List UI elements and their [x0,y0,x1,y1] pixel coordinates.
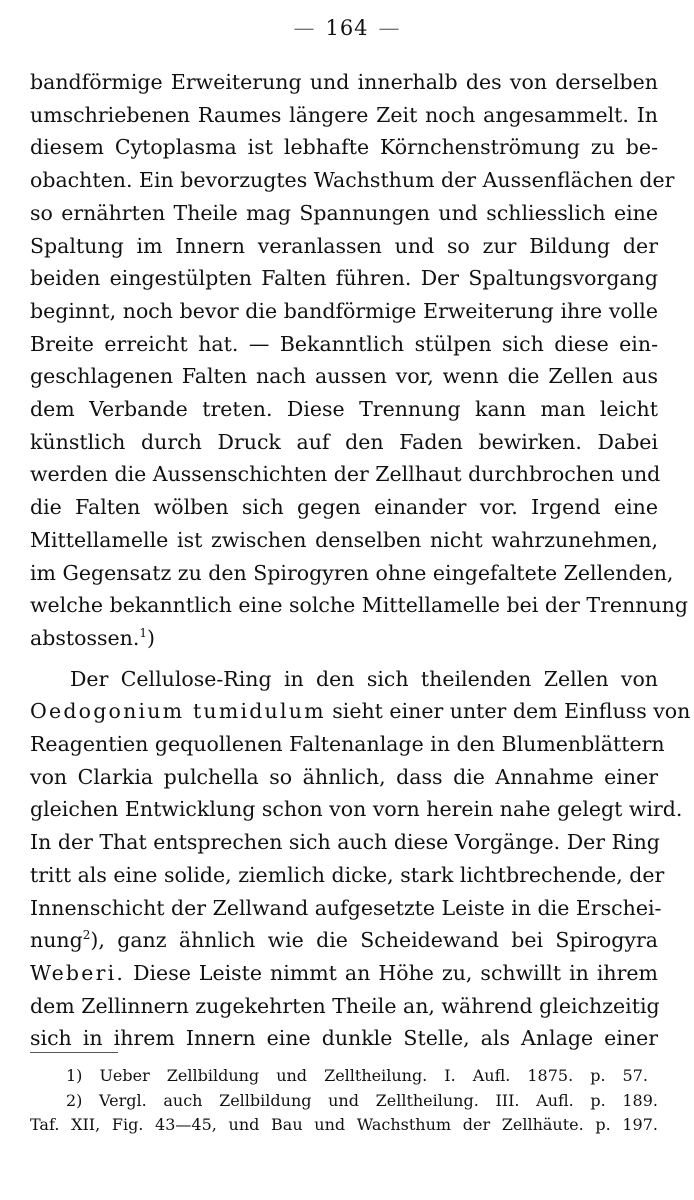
text-fragment: abstossen. [30,625,140,650]
text-line [30,695,691,728]
text-line: obachten. Ein bevorzugtes Wachsthum der Aussenflächen der [30,168,675,193]
text-line: welche bekanntlich eine solche Mittellamelle bei der Trennung [30,593,688,618]
text-line: sich in ihrem Innern eine dunkle Stelle, als Anlage einer [30,1026,658,1051]
text-line: beginnt, noch bevor die bandförmige Erweiterung ihre volle [30,298,658,323]
text-line: Mittellamelle ist zwischen denselben nicht wahrzunehmen, [30,527,658,552]
text-line: dem Verbande treten. Diese Trennung kann man leicht [30,397,658,422]
text-line: bandförmige Erweiterung und innerhalb des von derselben [30,70,658,94]
species-name-spaced: Weberi. [30,960,126,985]
footnote-divider [30,1052,118,1053]
footnote-2-continuation: Taf. XII, Fig. 43—45, und Bau und Wachsthum der Zellhäute. p. 197. [30,1115,658,1134]
text-line: werden die Aussenschichten der Zellhaut durchbrochen und [30,462,661,487]
page-number: 164 [325,16,369,40]
page-header [0,16,694,40]
text-line-final [30,622,658,655]
text-line: dem Zellinnern zugekehrten Theile an, während gleichzeitig [30,993,660,1018]
text-fragment: ), ganz ähnlich wie die Scheidewand bei Spirogyra [90,928,658,953]
text-fragment: Diese Leiste nimmt an Höhe zu, schwillt in ihrem [125,960,658,985]
text-line: umschriebenen Raumes längere Zeit noch angesammelt. In [30,102,658,127]
text-line: tritt als eine solide, ziemlich dicke, stark lichtbrechende, der [30,862,665,887]
text-line: In der That entsprechen sich auch diese Vorgänge. Der Ring [30,830,660,855]
text-line: Breite erreicht hat. — Bekanntlich stülpen sich diese ein- [30,331,658,356]
footnotes [30,1064,658,1138]
footnote-ref-1: 1 [139,625,147,640]
text-line-first: Der Cellulose-Ring in den sich theilenden Zellen von [70,666,658,691]
footnote-1: 1) Ueber Zellbildung und Zelltheilung. I. Aufl. 1875. p. 57. [66,1066,648,1085]
body-text [30,66,691,1055]
text-line: Reagentien gequollenen Faltenanlage in den Blumenblättern [30,732,665,757]
text-line [30,924,658,957]
footnote-ref-2: 2 [82,928,91,943]
text-line: so ernährten Theile mag Spannungen und schliesslich eine [30,200,658,225]
text-line: Spaltung im Innern veranlassen und so zur Bildung der [30,233,658,258]
paragraph-1 [30,66,688,655]
paragraph-2 [30,663,691,1055]
text-line: gleichen Entwicklung schon von vorn herein nahe gelegt wird. [30,797,683,822]
text-line: von Clarkia pulchella so ähnlich, dass die Annahme einer [30,764,658,789]
header-dash-right: — [378,16,401,40]
text-line: geschlagenen Falten nach aussen vor, wenn die Zellen aus [30,364,658,389]
text-line [30,957,658,990]
text-line: Innenschicht der Zellwand aufgesetzte Leiste in die Erschei- [30,895,662,920]
footnote-2: 2) Vergl. auch Zellbildung und Zelltheilung. III. Aufl. p. 189. [66,1090,658,1110]
text-line: künstlich durch Druck auf den Faden bewirken. Dabei [30,429,658,454]
text-line: diesem Cytoplasma ist lebhafte Körnchenströmung zu be- [30,135,658,160]
text-line: beiden eingestülpten Falten führen. Der Spaltungsvorgang [30,266,658,291]
text-line: im Gegensatz zu den Spirogyren ohne eingefaltete Zellenden, [30,560,674,585]
text-line: die Falten wölben sich gegen einander vor. Irgend eine [30,495,658,520]
header-dash-left: — [293,16,316,40]
species-name-spaced: Oedogonium tumidulum [30,699,326,724]
text-fragment: nung [30,928,83,953]
text-fragment: sieht einer unter dem Einfluss von [325,699,691,724]
text-fragment: ) [146,625,155,650]
